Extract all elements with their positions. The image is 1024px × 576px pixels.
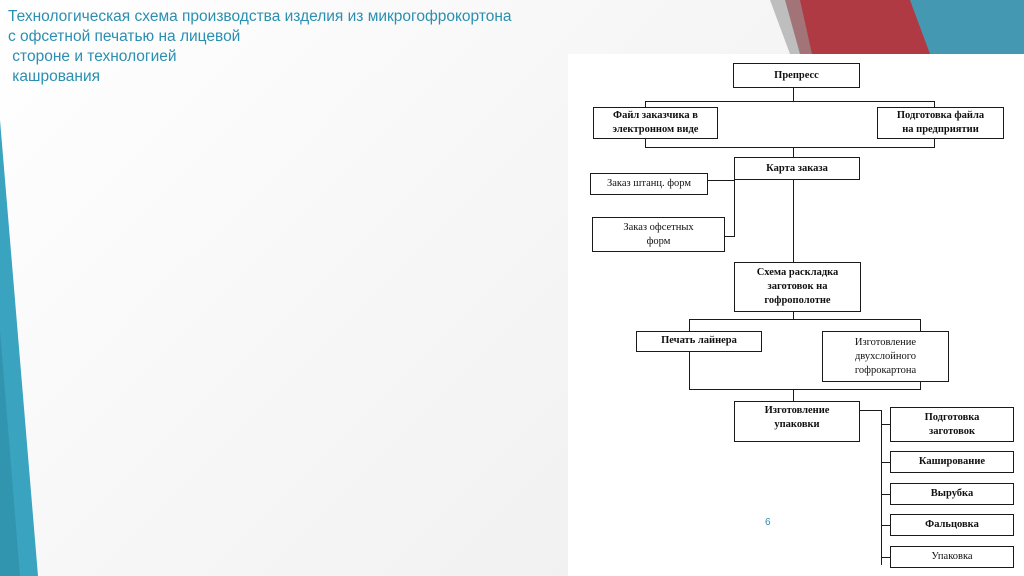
connector <box>689 319 921 320</box>
top-teal-shape <box>910 0 1024 54</box>
connector <box>881 494 890 495</box>
node-two-layer: Изготовление двухслойного гофрокартона <box>822 331 949 382</box>
node-offset-order: Заказ офсетных форм <box>592 217 725 252</box>
flow-diagram <box>568 54 1024 576</box>
node-order-card: Карта заказа <box>734 157 860 180</box>
connector <box>689 389 921 390</box>
connector <box>881 424 890 425</box>
connector <box>645 101 935 102</box>
node-lamination: Каширование <box>890 451 1014 473</box>
page-number: 6 <box>765 517 771 528</box>
connector <box>725 236 735 237</box>
connector <box>793 389 794 401</box>
node-prepress: Препресс <box>733 63 860 88</box>
connector <box>734 173 735 236</box>
connector <box>881 557 890 558</box>
node-packing: Упаковка <box>890 546 1014 568</box>
node-blank-prep: Подготовка заготовок <box>890 407 1014 442</box>
node-packaging-make: Изготовление упаковки <box>734 401 860 442</box>
slide-title: Технологическая схема производства изделия из микрогофрокортона с офсетной печатью на лицевой стороне и технологией кашрования <box>8 8 512 85</box>
node-folding: Фальцовка <box>890 514 1014 536</box>
connector <box>920 319 921 331</box>
connector <box>708 180 735 181</box>
connector <box>881 410 882 565</box>
connector <box>793 88 794 102</box>
node-die-cut: Вырубка <box>890 483 1014 505</box>
connector <box>881 525 890 526</box>
connector <box>881 462 890 463</box>
connector <box>793 180 794 262</box>
node-layout-scheme: Схема раскладка заготовок на гофрополотне <box>734 262 861 312</box>
connector <box>860 410 882 411</box>
node-prep-file: Подготовка файла на предприятии <box>877 107 1004 139</box>
node-liner-print: Печать лайнера <box>636 331 762 352</box>
connector <box>689 352 690 390</box>
node-die-order: Заказ штанц. форм <box>590 173 708 195</box>
connector <box>645 147 935 148</box>
connector <box>689 319 690 331</box>
connector <box>793 147 794 157</box>
node-customer-file: Файл заказчика в электронном виде <box>593 107 718 139</box>
